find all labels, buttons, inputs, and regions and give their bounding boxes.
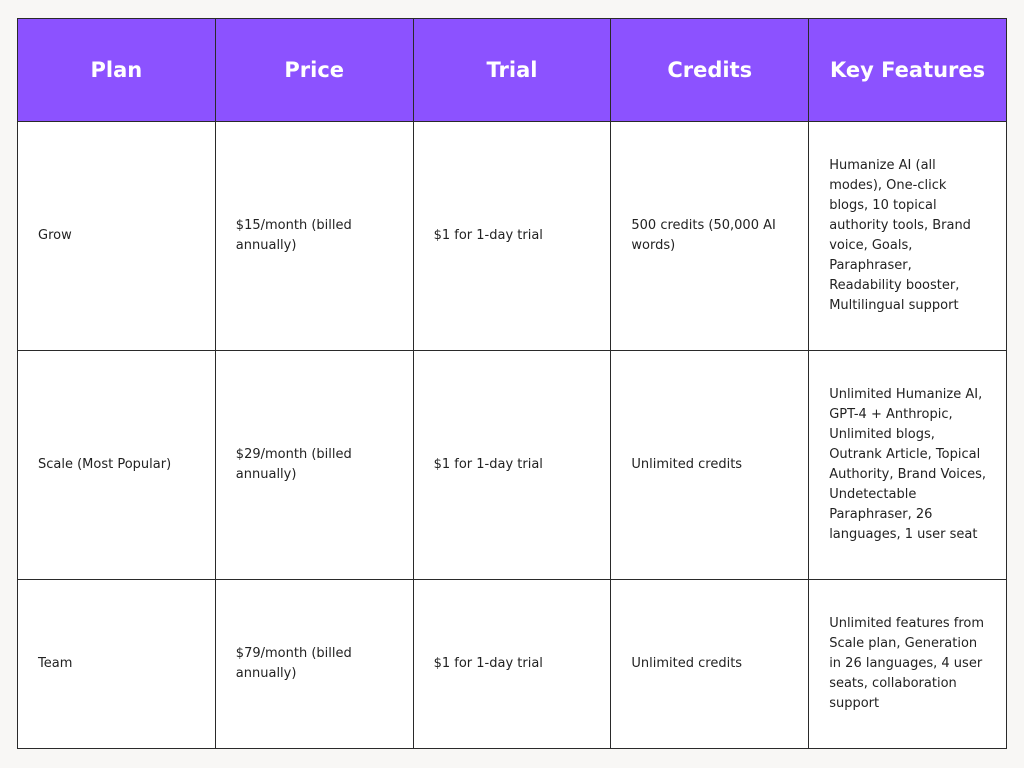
cell-features: Unlimited features from Scale plan, Generation in 26 languages, 4 user seats, collaboration support <box>809 580 1007 749</box>
cell-price: $29/month (billed annually) <box>215 351 413 580</box>
cell-trial: $1 for 1-day trial <box>413 122 611 351</box>
cell-trial: $1 for 1-day trial <box>413 580 611 749</box>
cell-features: Humanize AI (all modes), One-click blogs, 10 topical authority tools, Brand voice, Goals, Paraphraser, Readability booster, Multilingual support <box>809 122 1007 351</box>
table-row <box>18 122 1007 351</box>
table-row <box>18 351 1007 580</box>
cell-trial: $1 for 1-day trial <box>413 351 611 580</box>
header-plan: Plan <box>18 19 216 122</box>
cell-credits: Unlimited credits <box>611 580 809 749</box>
header-row <box>18 19 1007 122</box>
cell-credits: 500 credits (50,000 AI words) <box>611 122 809 351</box>
pricing-table <box>17 18 1007 749</box>
header-price: Price <box>215 19 413 122</box>
header-credits: Credits <box>611 19 809 122</box>
cell-credits: Unlimited credits <box>611 351 809 580</box>
header-trial: Trial <box>413 19 611 122</box>
cell-price: $79/month (billed annually) <box>215 580 413 749</box>
cell-plan: Grow <box>18 122 216 351</box>
cell-plan: Scale (Most Popular) <box>18 351 216 580</box>
header-key-features: Key Features <box>809 19 1007 122</box>
cell-features: Unlimited Humanize AI, GPT-4 + Anthropic, Unlimited blogs, Outrank Article, Topical Authority, Brand Voices, Undetectable Paraphraser, 26 languages, 1 user seat <box>809 351 1007 580</box>
table-row <box>18 580 1007 749</box>
cell-plan: Team <box>18 580 216 749</box>
cell-price: $15/month (billed annually) <box>215 122 413 351</box>
